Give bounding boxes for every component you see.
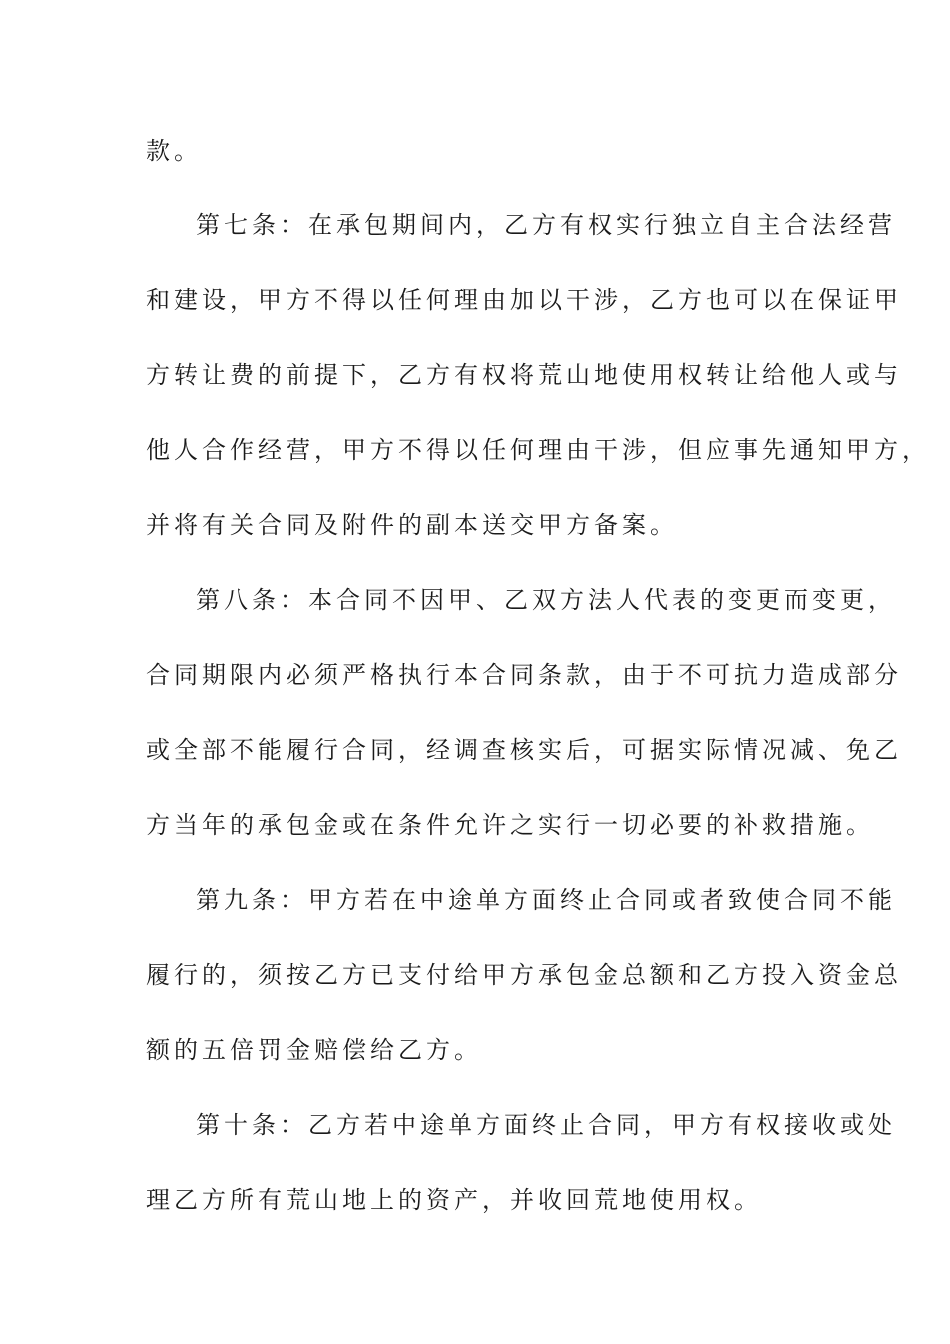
article-8-line-4: 方当年的承包金或在条件允许之实行一切必要的补救措施。 — [146, 811, 874, 839]
article-7-line-2: 和建设，甲方不得以任何理由加以干涉，乙方也可以在保证甲 — [146, 286, 902, 314]
text-line-1: 款。 — [146, 137, 202, 165]
article-7-line-4: 他人合作经营，甲方不得以任何理由干涉，但应事先通知甲方， — [146, 436, 930, 464]
article-10-line-2: 理乙方所有荒山地上的资产，并收回荒地使用权。 — [146, 1186, 762, 1214]
article-7-line-1: 第七条：在承包期间内，乙方有权实行独立自主合法经营 — [196, 211, 896, 239]
article-8-line-1: 第八条：本合同不因甲、乙双方法人代表的变更而变更， — [196, 586, 896, 614]
article-8-line-3: 或全部不能履行合同，经调查核实后，可据实际情况减、免乙 — [146, 736, 902, 764]
article-9-line-1: 第九条：甲方若在中途单方面终止合同或者致使合同不能 — [196, 886, 896, 914]
article-10-line-1: 第十条：乙方若中途单方面终止合同，甲方有权接收或处 — [196, 1111, 896, 1139]
article-7-line-3: 方转让费的前提下，乙方有权将荒山地使用权转让给他人或与 — [146, 361, 902, 389]
article-8-line-2: 合同期限内必须严格执行本合同条款，由于不可抗力造成部分 — [146, 661, 902, 689]
article-9-line-2: 履行的，须按乙方已支付给甲方承包金总额和乙方投入资金总 — [146, 961, 902, 989]
article-9-line-3: 额的五倍罚金赔偿给乙方。 — [146, 1036, 482, 1064]
article-7-line-5: 并将有关合同及附件的副本送交甲方备案。 — [146, 511, 678, 539]
